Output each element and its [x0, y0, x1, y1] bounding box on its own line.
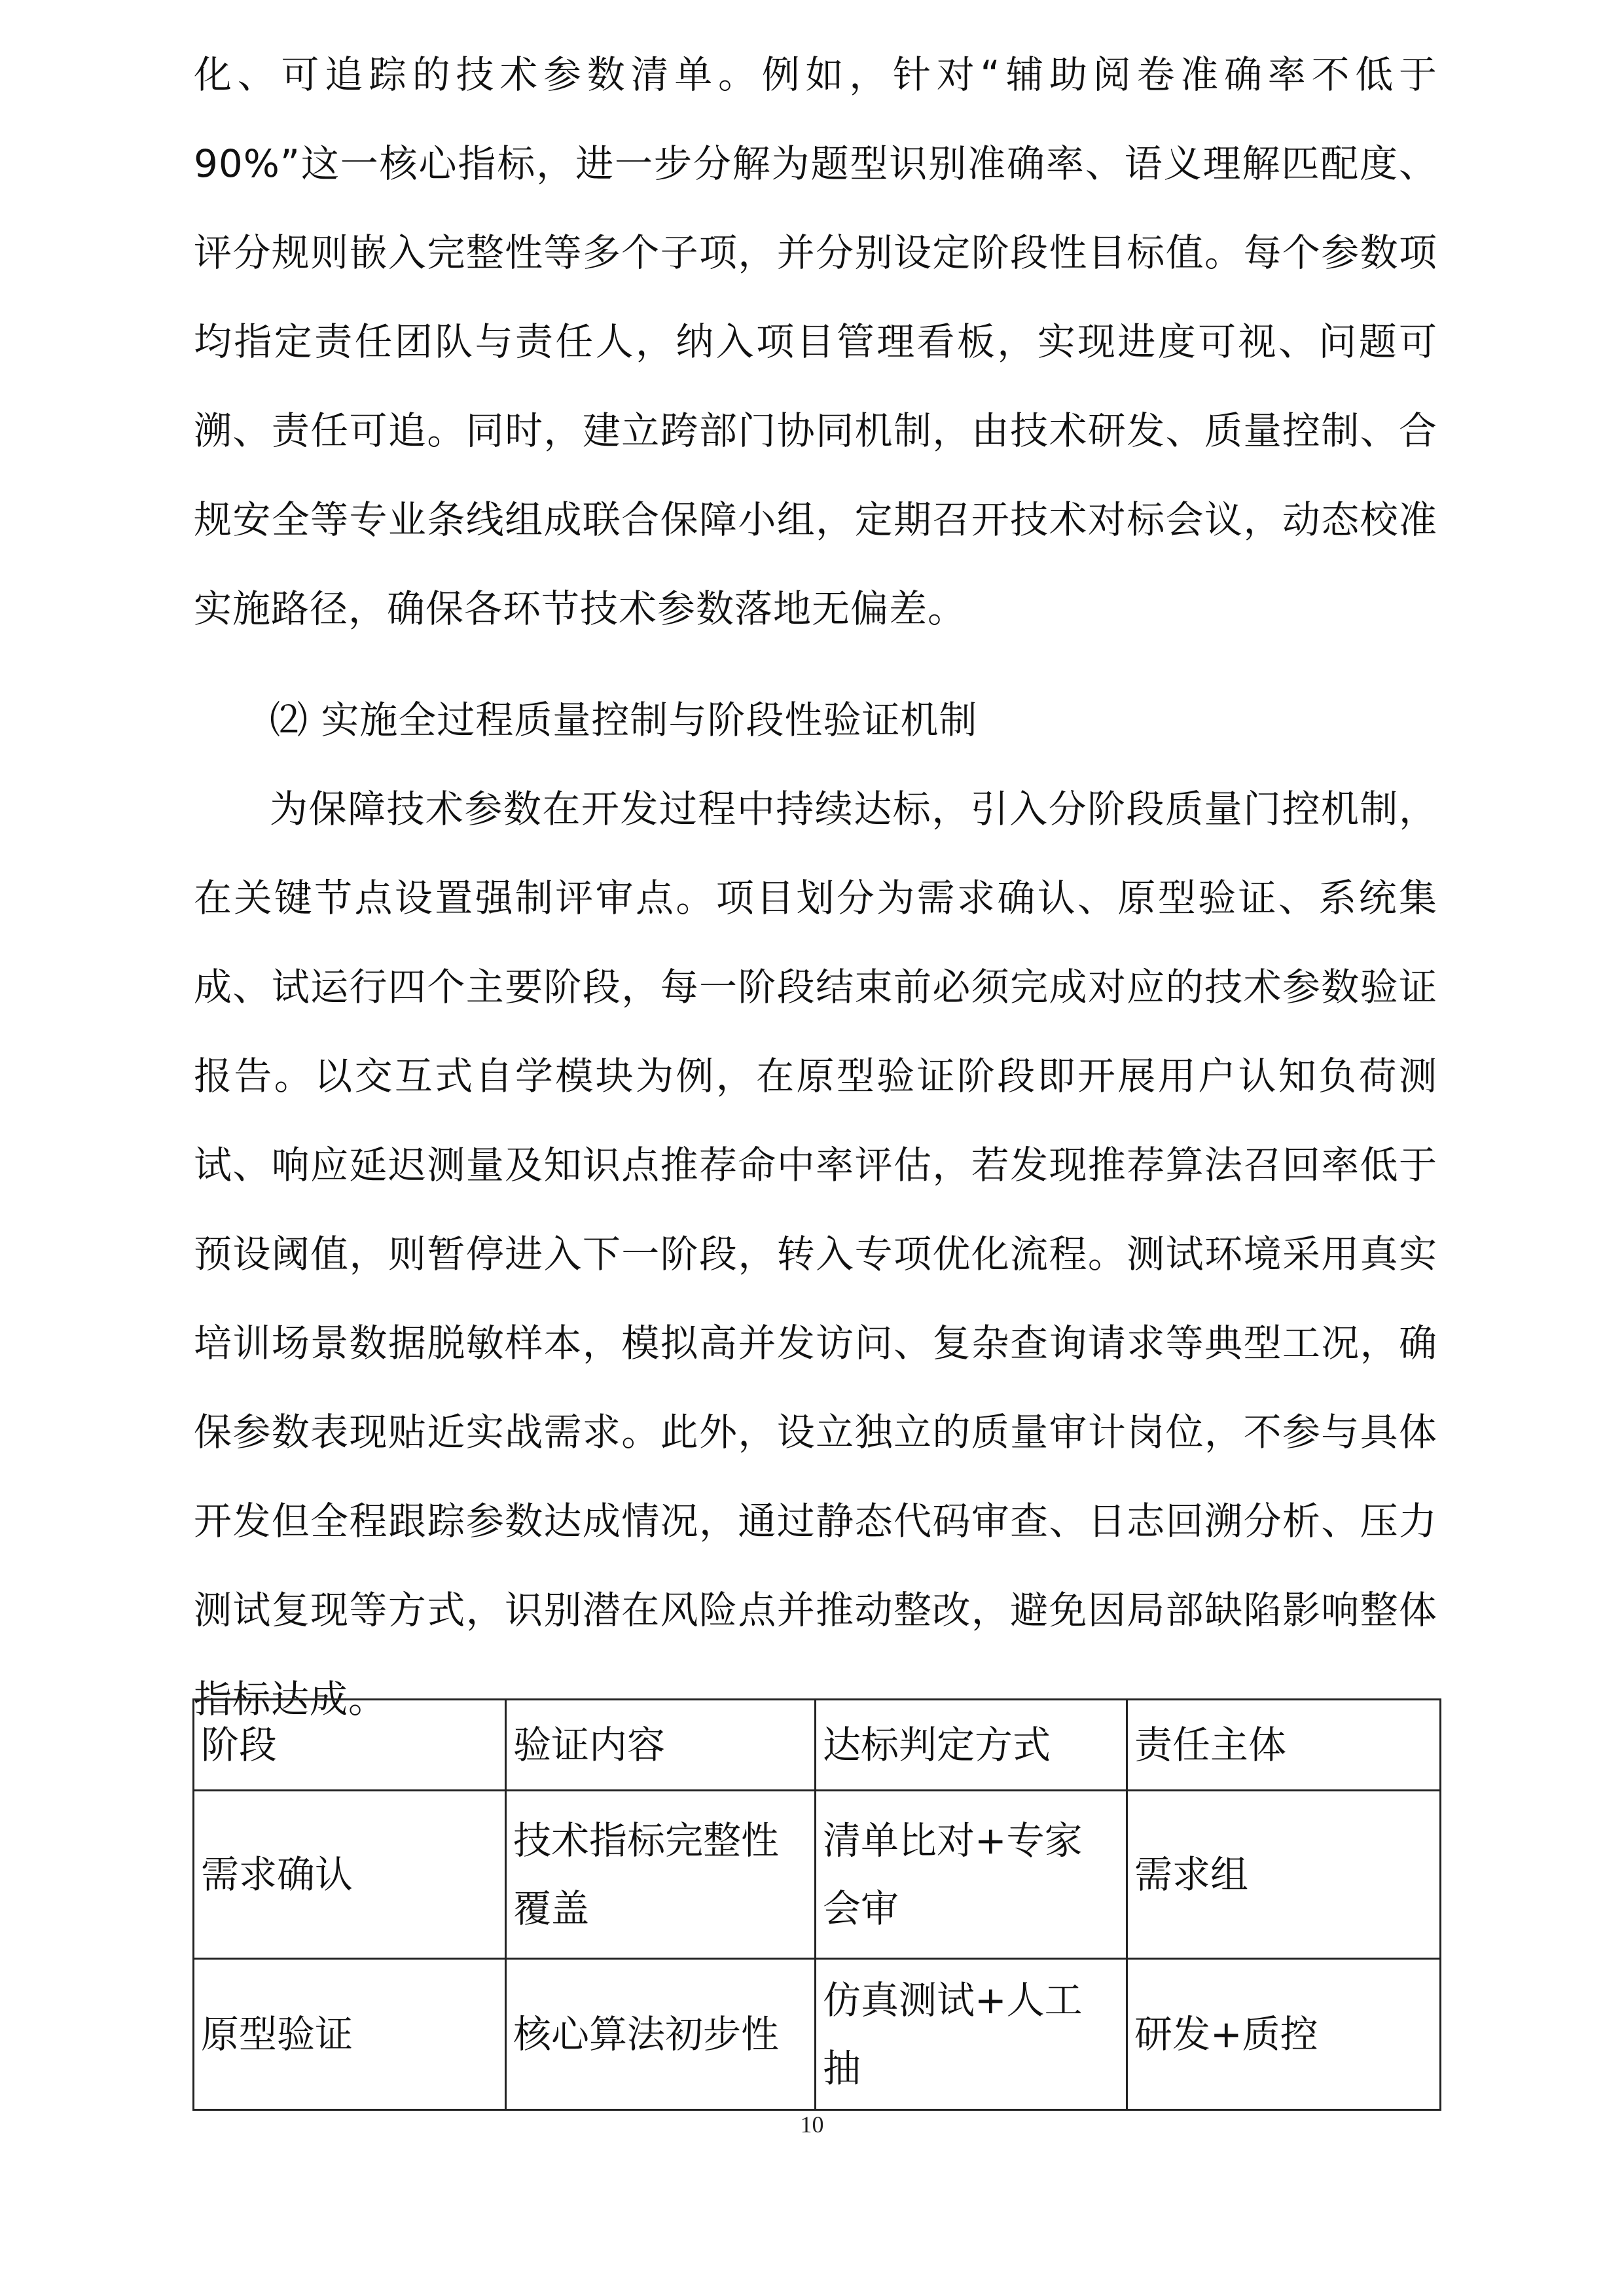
section-heading-2: ⑵ 实施全过程质量控制与阶段性验证机制 — [270, 698, 978, 742]
table-cell: 仿真测试+人工抽 — [816, 1959, 1127, 2110]
body-paragraph-1: 化、可追踪的技术参数清单。例如，针对“辅助阅卷准确率不低于 90%”这一核心指标，进一步分解为题型识别准确率、语义理解匹配度、评分规则嵌入完整性等多个子项，并分别设定阶段性目标值。每个参数项均指定责任团队与责任人，纳入项目管理看板，实现进度可视、问题可溯、责任可追。同时，建立跨部门协同机制，由技术研发、质量控制、合规安全等专业条线组成联合保障小组，定期召开技术对标会议，动态校准实施路径，确保各环节技术参数落地无偏差。 — [194, 52, 1437, 631]
table-header-cell: 责任主体 — [1127, 1700, 1441, 1791]
table-header-cell: 阶段 — [194, 1700, 506, 1791]
table-cell: 研发+质控 — [1127, 1959, 1441, 2110]
verification-table — [192, 1698, 1441, 2111]
table-header-cell: 达标判定方式 — [816, 1700, 1127, 1791]
table-cell: 清单比对+专家会审 — [816, 1791, 1127, 1959]
table-header-cell: 验证内容 — [506, 1700, 816, 1791]
table-cell: 原型验证 — [194, 1959, 506, 2110]
table-cell: 需求确认 — [194, 1791, 506, 1959]
table-row — [194, 1959, 1441, 2110]
table-cell: 需求组 — [1127, 1791, 1441, 1959]
table-row — [194, 1791, 1441, 1959]
table-cell: 核心算法初步性 — [506, 1959, 816, 2110]
page-number: 10 — [800, 2111, 824, 2138]
table-cell: 技术指标完整性覆盖 — [506, 1791, 816, 1959]
table-header-row — [194, 1700, 1441, 1791]
body-paragraph-2: 为保障技术参数在开发过程中持续达标，引入分阶段质量门控机制，在关键节点设置强制评审点。项目划分为需求确认、原型验证、系统集成、试运行四个主要阶段，每一阶段结束前必须完成对应的技术参数验证报告。以交互式自学模块为例，在原型验证阶段即开展用户认知负荷测试、响应延迟测量及知识点推荐命中率评估，若发现推荐算法召回率低于预设阈值，则暂停进入下一阶段，转入专项优化流程。测试环境采用真实培训场景数据脱敏样本，模拟高并发访问、复杂查询请求等典型工况，确保参数表现贴近实战需求。此外，设立独立的质量审计岗位，不参与具体开发但全程跟踪参数达成情况，通过静态代码审查、日志回溯分析、压力测试复现等方式，识别潜在风险点并推动整改，避免因局部缺陷影响整体指标达成。 — [194, 787, 1437, 1721]
